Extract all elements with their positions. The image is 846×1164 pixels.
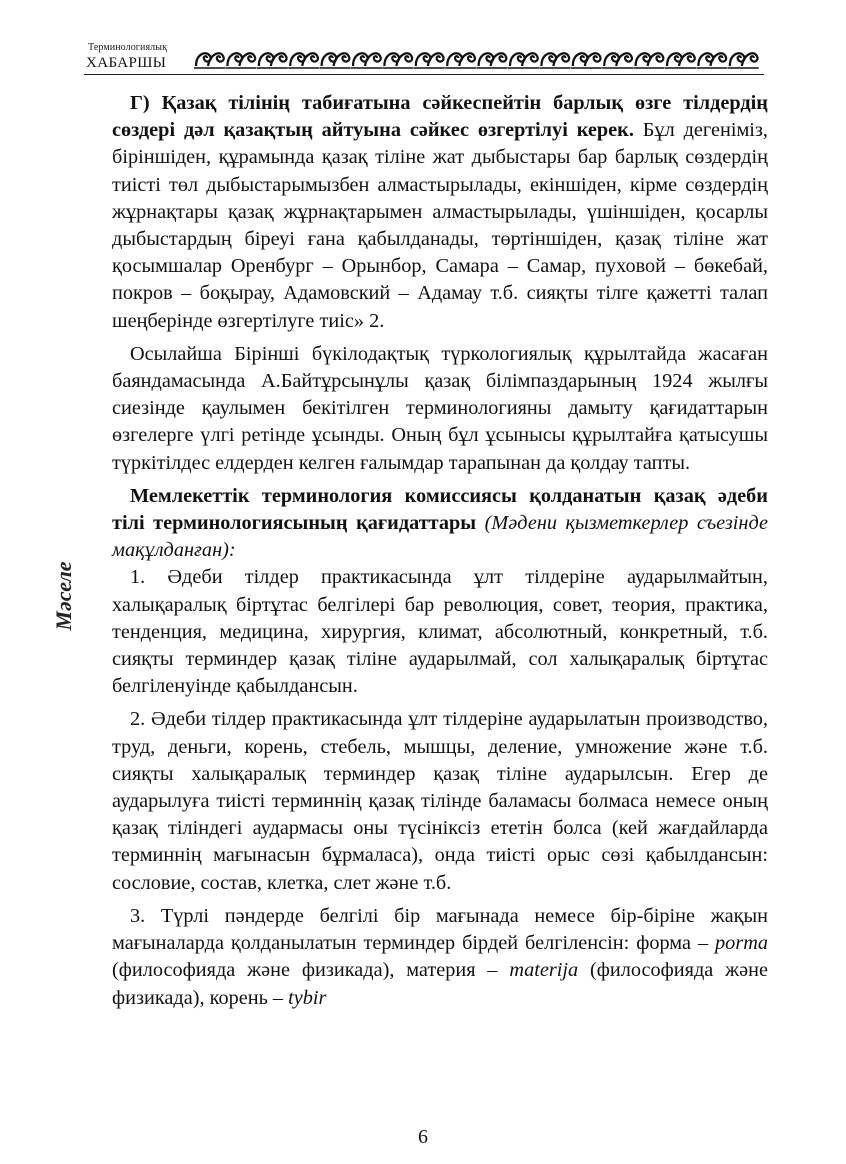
commission-heading: Мемлекеттік терминология комиссиясы қолданатын қазақ әдеби тілі терминологиясының қағидаттары [112, 484, 768, 535]
page-number: 6 [418, 1126, 428, 1148]
ornamental-scroll-icon [194, 46, 760, 72]
principle-g-text: Бұл дегеніміз, біріншіден, құрамында қазақ тіліне жат дыбыстары бар барлық сөздердің тиісті төл дыбыстарымызбен алмастырылады, екіншіден, кірме сөздердің жұрнақтары қазақ жұрнақтарымен алмастырылады, үшіншіден, қосарлы дыбыстардың біреуі ғана қабылданады, төртіншіден, қазақ тіліне жат қосымшалар Оренбург – Орынбор, Самара – Самар, пуховой – бөкебай, покров – боқырау, Адамовский – Адамау т.б. сияқты тілге қажетті талап шеңберінде өзгертілуге тиіс» 2. [112, 119, 769, 332]
paragraph-rule-2: 2. Әдеби тілдер практикасында ұлт тілдеріне аударылатын производство, труд, деньги, корень, стебель, мышцы, деление, умножение және т.б. сияқты халықаралық терминдер қазақ тіліне аударылсын. Егер де аударылуға тиісті терминнің қазақ тілінде баламасы болмаса немесе оның қазақ тіліндегі аудармасы оны түсініксіз ететін болса (кей жағдайларда терминнің мағынасын бұрмаласа), онда тиісті орыс сөзі қабылдансын: сословие, состав, клетка, слет және т.б. [112, 708, 768, 894]
article-body [112, 90, 768, 1012]
paragraph-principle-g [112, 90, 768, 335]
rule-3-term-tybir: tybir [288, 986, 327, 1009]
paragraph-commission-heading [112, 483, 768, 565]
section-side-label [44, 548, 84, 648]
principle-g-heading: Г) Қазақ тілінің табиғатына сәйкеспейтін барлық өзге тілдердің сөздері дәл қазақтың айтуына сәйкес өзгертілуі керек. [112, 92, 768, 142]
paragraph-rule-3 [112, 903, 768, 1012]
running-header [84, 40, 764, 80]
journal-name-large: ХАБАРШЫ [86, 55, 167, 71]
paragraph-congress: Осылайша Бірінші бүкілодақтық түркологиялық құрылтайда жасаған баяндамасында А.Байтұрсынұлы қазақ білімпаздарының 1924 жылғы сиезінде қаулымен бекітілген терминологияны дамыту қағидаттарын өзгелерге үлгі ретінде ұсынды. Оның бұл ұсынысы құрылтайға қатысушы түркітілдес елдерден келген ғалымдар тарапынан да қолдау тапты. [112, 342, 768, 474]
rule-3-text-a: 3. Түрлі пәндерде белгілі бір мағынада немесе бір-біріне жақын мағыналарда қолданылатын терминдер бірдей белгіленсін: форма – [112, 904, 768, 955]
rule-3-text-c: (философияда және физикада), корень – [112, 959, 769, 1009]
rule-3-text-b: (философияда және физикада), материя – [112, 959, 510, 982]
journal-name-small: Терминологиялық [88, 42, 168, 53]
commission-subheading: (Мәдени қызметкерлер съезінде мақұлданған): [112, 512, 768, 562]
paragraph-rule-1: 1. Әдеби тілдер практикасында ұлт тілдеріне аударылмайтын, халықаралық біртұтас белгілері бар революция, совет, теория, практика, тенденция, медицина, хирургия, климат, абсолютный, конкретный, т.б. сияқты терминдер қазақ тіліне аударылмай, сол халықаралық біртұтас белгіленуінде қабылдансын. [112, 566, 768, 698]
rule-3-term-materija: materija [509, 959, 579, 982]
rule-3-term-porma: porma [715, 932, 768, 955]
header-rule [84, 74, 764, 75]
side-label-text: Мәселе [51, 561, 76, 631]
